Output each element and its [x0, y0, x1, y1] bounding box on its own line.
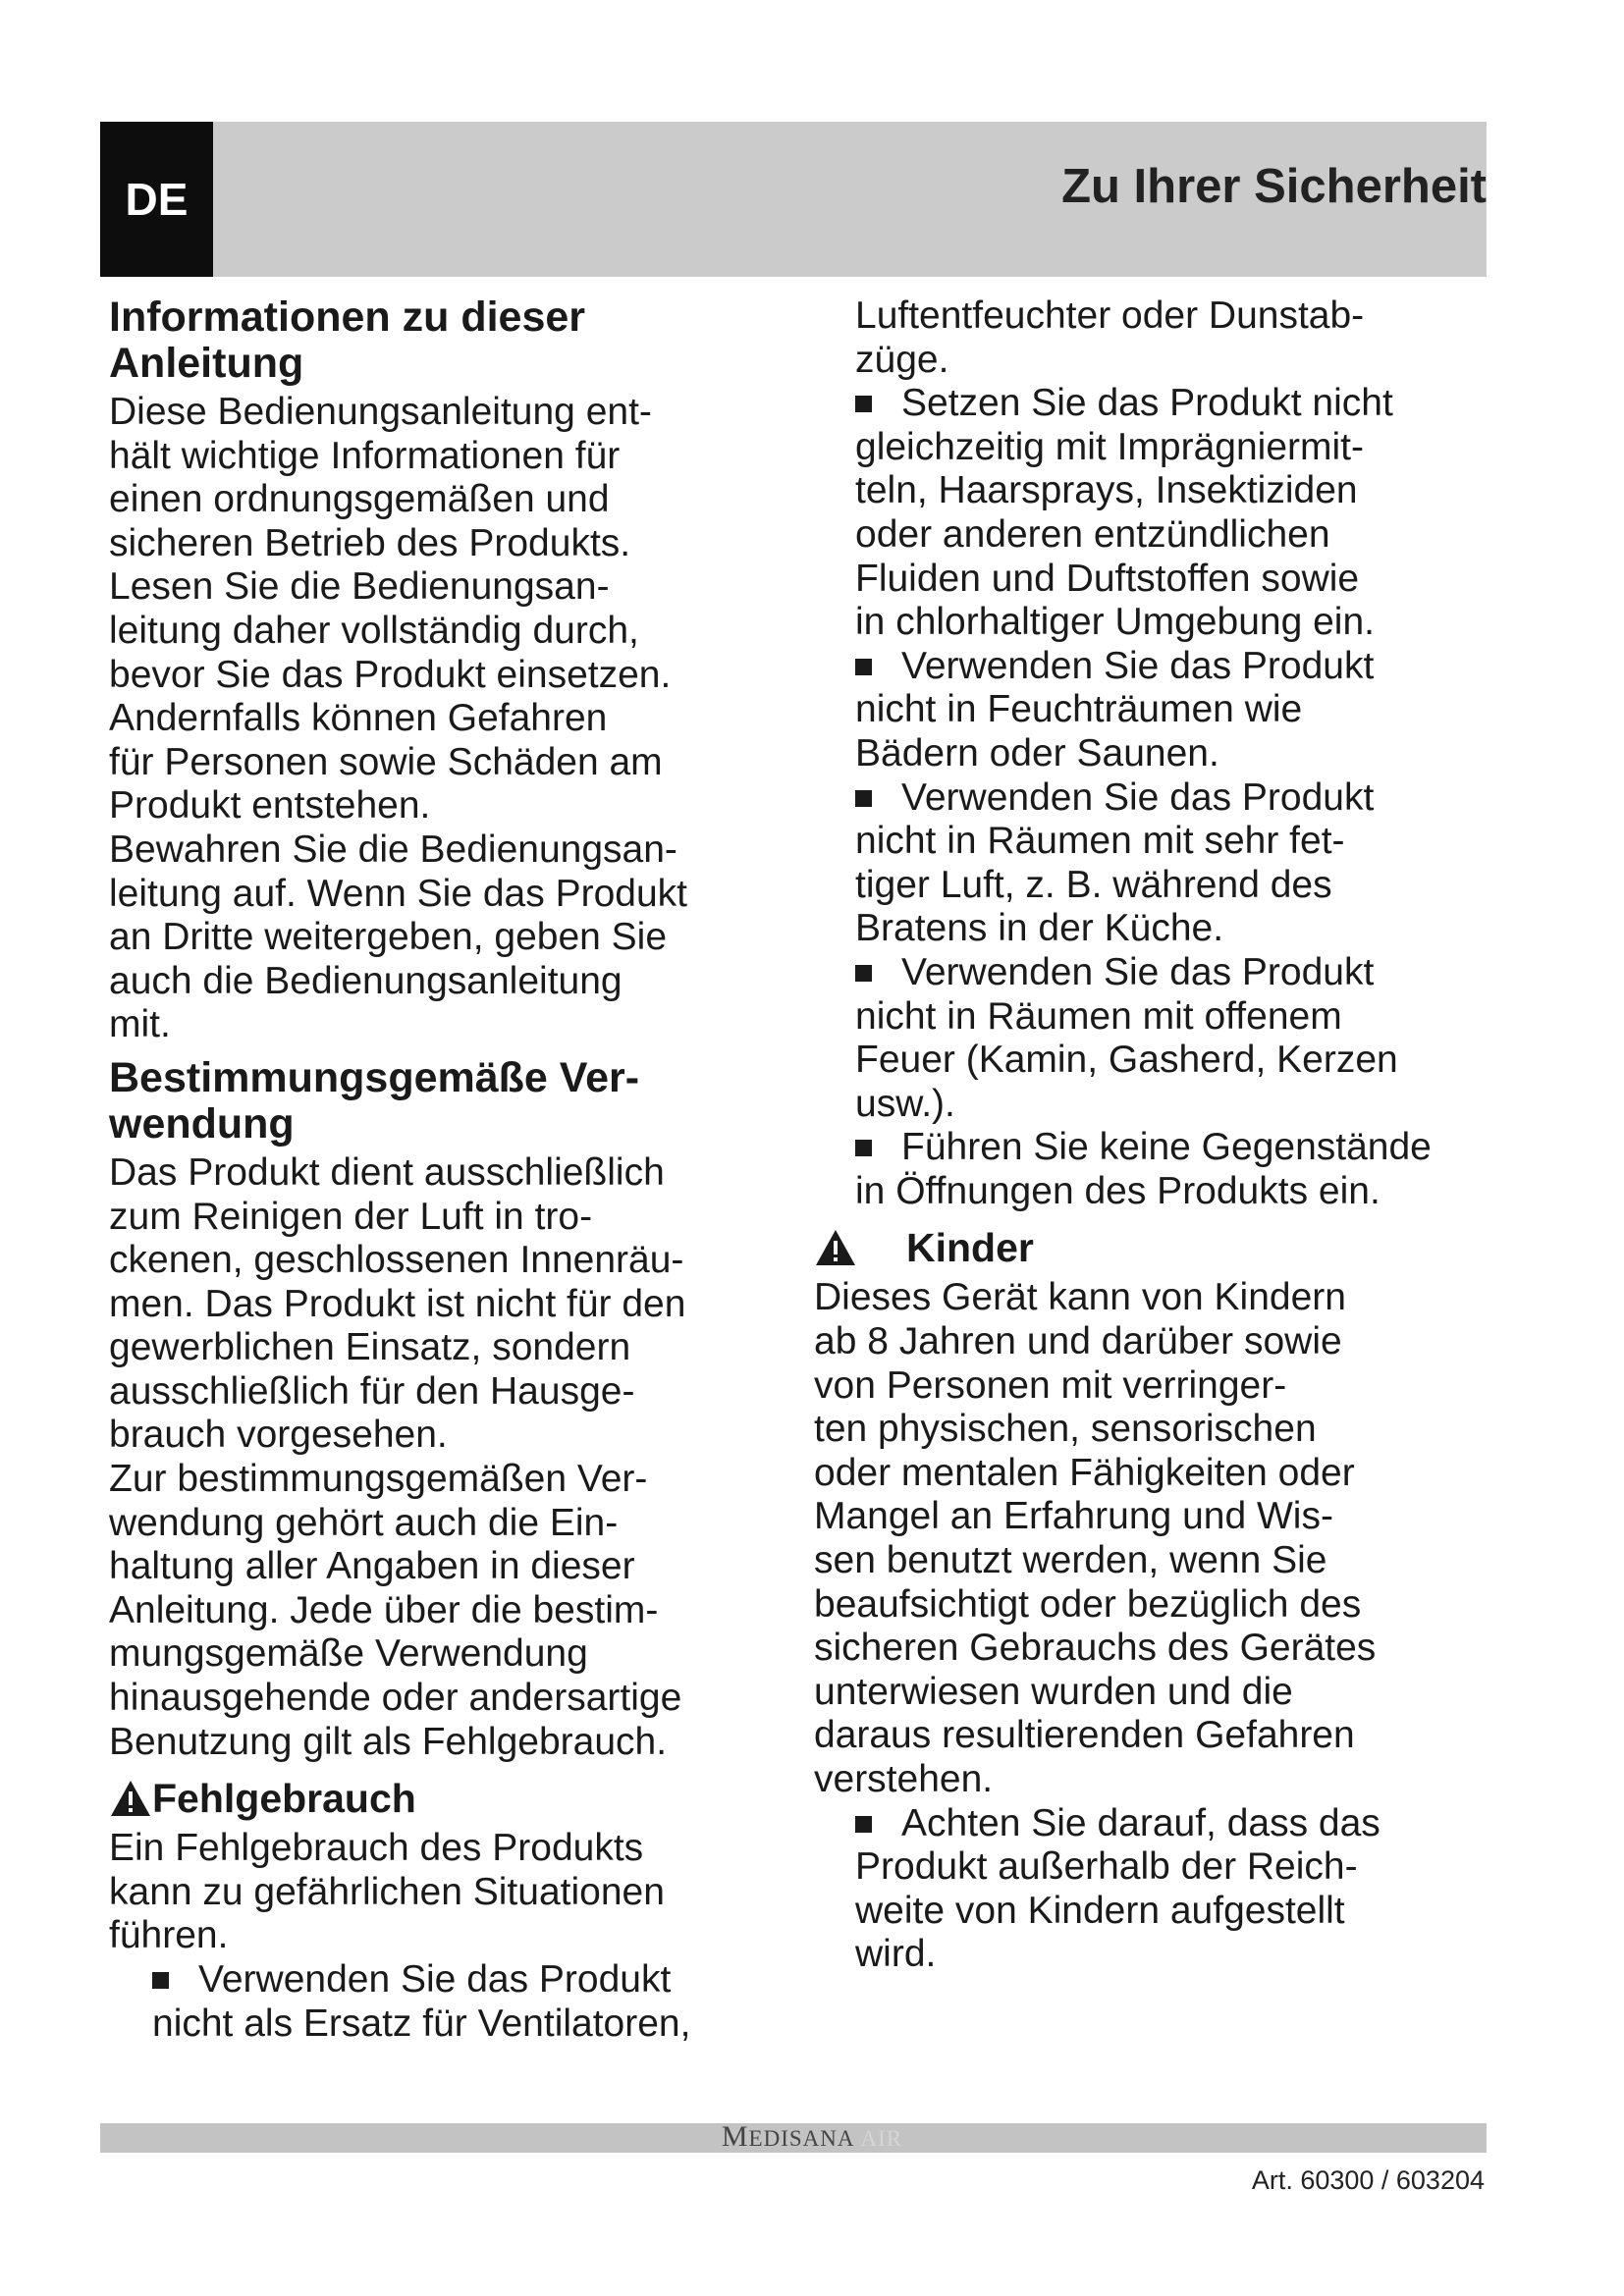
text-line: führen.	[109, 1914, 229, 1957]
text-line: hält wichtige Informationen für	[109, 434, 621, 477]
text-line: sen benutzt werden, wenn Sie	[814, 1539, 1327, 1582]
text-line: für Personen sowie Schäden am	[109, 740, 663, 783]
language-badge: DE	[100, 122, 213, 277]
bullet-item	[814, 382, 1541, 645]
text-line: Produkt entstehen.	[109, 784, 431, 828]
article-number: Art. 60300 / 603204	[1251, 2165, 1485, 2195]
brand-logo	[0, 2120, 1624, 2154]
text-line: leitung auf. Wenn Sie das Produkt	[109, 872, 687, 915]
heading-line: Bestimmungsgemäße Ver-	[109, 1053, 640, 1101]
continued-text	[814, 294, 1541, 382]
bullet-item	[814, 1802, 1541, 1977]
text-line: Bewahren Sie die Bedienungsan-	[109, 828, 677, 871]
paragraph-information	[109, 391, 796, 1047]
bullet-square-icon	[855, 1816, 872, 1833]
text-line: Verwenden Sie das Produkt	[901, 644, 1375, 687]
text-line: Bratens in der Küche.	[855, 907, 1224, 950]
warning-icon	[109, 1779, 152, 1818]
text-line: tiger Luft, z. B. während des	[855, 863, 1332, 906]
bullet-item	[814, 645, 1541, 776]
text-line: Anleitung. Jede über die bestim-	[109, 1588, 659, 1631]
bullet-square-icon	[855, 965, 872, 982]
text-line: Lesen Sie die Bedienungsan-	[109, 565, 610, 609]
brand-suffix: AIR	[860, 2126, 903, 2151]
text-line: Fluiden und Duftstoffen sowie	[855, 557, 1360, 600]
text-line: Verwenden Sie das Produkt	[901, 950, 1375, 993]
bullet-square-icon	[855, 396, 872, 412]
text-line: in chlorhaltiger Umgebung ein.	[855, 601, 1375, 644]
text-line: Verwenden Sie das Produkt	[198, 1958, 672, 2001]
bullet-item	[814, 951, 1541, 1126]
text-line: brauch vorgesehen.	[109, 1414, 448, 1457]
text-line: von Personen mit verringer-	[814, 1363, 1287, 1407]
text-line: an Dritte weitergeben, geben Sie	[109, 916, 668, 959]
text-line: Bädern oder Saunen.	[855, 731, 1219, 774]
text-line: oder anderen entzündlichen	[855, 512, 1330, 556]
paragraph-misuse	[109, 1827, 796, 1958]
text-line: nicht als Ersatz für Ventilatoren,	[152, 2002, 691, 2045]
text-line: daraus resultierenden Gefahren	[814, 1714, 1355, 1757]
text-line: haltung aller Angaben in dieser	[109, 1545, 635, 1588]
text-line: sicheren Betrieb des Produkts.	[109, 521, 631, 564]
bullet-square-icon	[855, 659, 872, 675]
left-column	[109, 294, 796, 2046]
bullet-square-icon	[855, 790, 872, 807]
text-line: in Öffnungen des Produkts ein.	[855, 1169, 1380, 1212]
bullet-item	[814, 776, 1541, 951]
heading-text: Fehlgebrauch	[152, 1776, 416, 1822]
text-line: wird.	[855, 1933, 937, 1976]
heading-information	[109, 294, 796, 387]
text-line: ten physischen, sensorischen	[814, 1408, 1317, 1451]
text-line: Andernfalls können Gefahren	[109, 697, 608, 740]
text-line: Ein Fehlgebrauch des Produkts	[109, 1827, 644, 1870]
text-line: oder mentalen Fähigkeiten oder	[814, 1451, 1355, 1494]
text-line: unterwiesen wurden und die	[814, 1670, 1293, 1713]
brand-name: EDISANA	[748, 2126, 855, 2151]
heading-misuse	[109, 1774, 796, 1823]
heading-line: Informationen zu dieser	[109, 294, 586, 341]
text-line: Dieses Gerät kann von Kindern	[814, 1276, 1346, 1319]
bullet-item	[109, 1958, 796, 2046]
bullet-square-icon	[855, 1140, 872, 1156]
bullet-square-icon	[152, 1972, 169, 1989]
text-line: verstehen.	[814, 1758, 994, 1800]
heading-line: Anleitung	[109, 340, 304, 387]
text-line: Benutzung gilt als Fehlgebrauch.	[109, 1720, 668, 1763]
paragraph-intended-use	[109, 1151, 796, 1764]
heading-children	[814, 1223, 1541, 1272]
text-line: men. Das Produkt ist nicht für den	[109, 1282, 686, 1325]
text-line: ckenen, geschlossenen Innenräu-	[109, 1239, 684, 1282]
text-line: kann zu gefährlichen Situationen	[109, 1870, 665, 1913]
heading-text: Kinder	[906, 1225, 1034, 1271]
right-column	[814, 294, 1541, 1977]
text-line: züge.	[855, 338, 949, 381]
text-line: auch die Bedienungsanleitung	[109, 959, 623, 1002]
text-line: teln, Haarsprays, Insektiziden	[855, 469, 1358, 512]
text-line: Das Produkt dient ausschließlich	[109, 1150, 665, 1194]
heading-intended-use	[109, 1055, 796, 1148]
text-line: gleichzeitig mit Imprägniermit-	[855, 425, 1364, 468]
text-line: einen ordnungsgemäßen und	[109, 478, 610, 521]
text-line: Zur bestimmungsgemäßen Ver-	[109, 1458, 648, 1501]
text-line: Verwenden Sie das Produkt	[901, 775, 1375, 819]
text-line: sicheren Gebrauchs des Gerätes	[814, 1627, 1377, 1670]
text-line: Setzen Sie das Produkt nicht	[901, 382, 1393, 425]
text-line: Produkt außerhalb der Reich-	[855, 1845, 1358, 1889]
text-line: hinausgehende oder andersartige	[109, 1677, 682, 1720]
heading-line: wendung	[109, 1099, 295, 1148]
text-line: Diese Bedienungsanleitung ent-	[109, 391, 652, 433]
page-title: Zu Ihrer Sicherheit	[1061, 160, 1487, 213]
paragraph-children	[814, 1276, 1541, 1801]
text-line: Achten Sie darauf, dass das	[901, 1801, 1380, 1844]
text-line: Feuer (Kamin, Gasherd, Kerzen	[855, 1039, 1398, 1082]
text-line: Luftentfeuchter oder Dunstab-	[855, 294, 1365, 337]
bullet-item	[814, 1126, 1541, 1213]
text-line: nicht in Räumen mit sehr fet-	[855, 820, 1345, 863]
text-line: usw.).	[855, 1082, 955, 1125]
text-line: nicht in Räumen mit offenem	[855, 994, 1342, 1038]
text-line: gewerblichen Einsatz, sondern	[109, 1326, 631, 1369]
warning-icon	[814, 1228, 857, 1267]
text-line: Führen Sie keine Gegenstände	[901, 1126, 1432, 1169]
text-line: wendung gehört auch die Ein-	[109, 1501, 619, 1544]
text-line: zum Reinigen der Luft in tro-	[109, 1195, 593, 1238]
text-line: nicht in Feuchträumen wie	[855, 688, 1303, 731]
text-line: leitung daher vollständig durch,	[109, 609, 639, 652]
text-line: bevor Sie das Produkt einsetzen.	[109, 653, 672, 696]
brand-initial: M	[721, 2120, 749, 2153]
text-line: ab 8 Jahren und darüber sowie	[814, 1320, 1342, 1363]
text-line: mungsgemäße Verwendung	[109, 1632, 588, 1676]
text-line: ausschließlich für den Hausge-	[109, 1369, 635, 1413]
text-line: weite von Kindern aufgestellt	[855, 1889, 1345, 1932]
text-line: Mangel an Erfahrung und Wis-	[814, 1495, 1333, 1538]
text-line: beaufsichtigt oder bezüglich des	[814, 1582, 1362, 1626]
text-line: mit.	[109, 1003, 171, 1046]
